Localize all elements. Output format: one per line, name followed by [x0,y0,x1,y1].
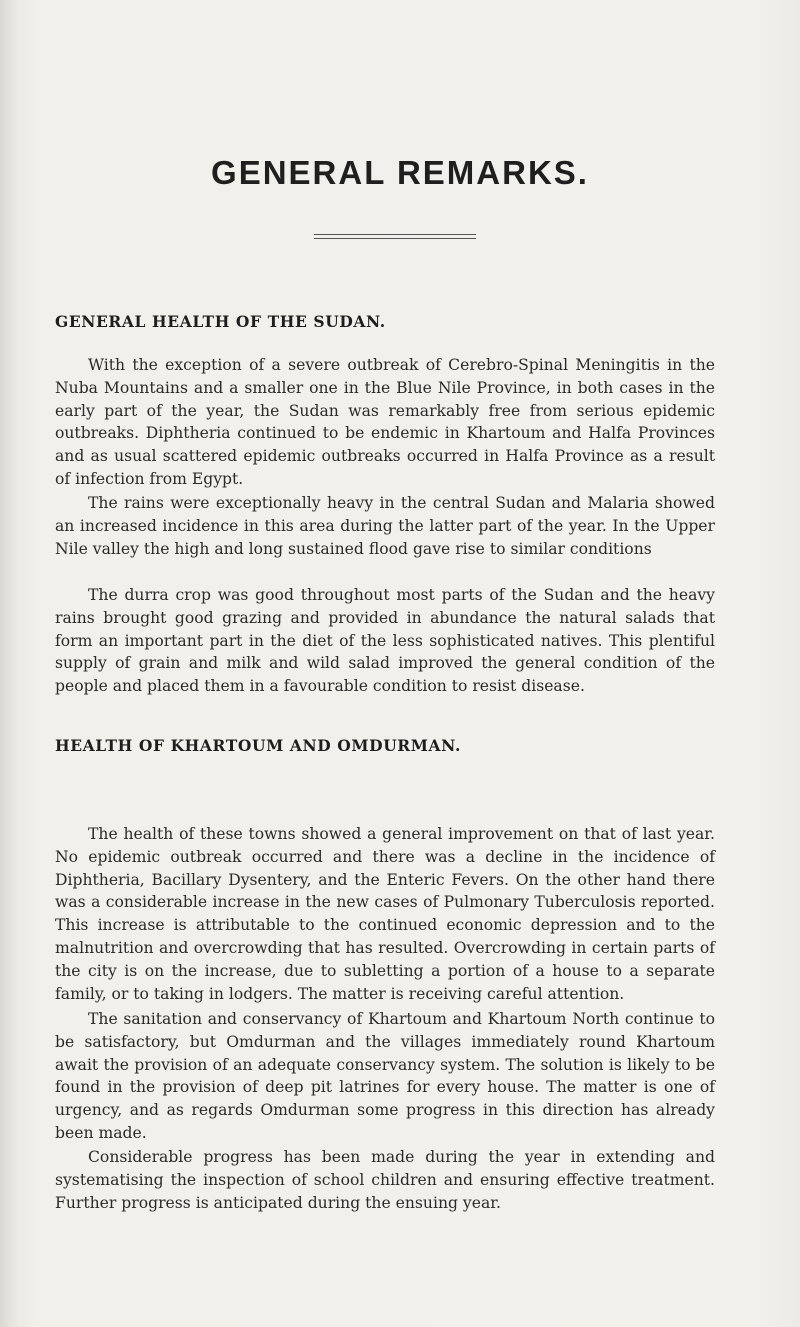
page-title: GENERAL REMARKS. [211,154,589,191]
paragraph-school-inspection: Considerable progress has been made during the year in extending and systematising the inspection of school children and ensuring effective treatment. Further progress is anticipated during the ensuing year. [55,1148,715,1212]
title-rule-lower [314,238,476,239]
paragraph-sanitation: The sanitation and conservancy of Khartoum and Khartoum North continue to be satisfactory, but Omdurman and the villages immediately round Khartoum await the provision of an adequate conservancy system. The solution is likely to be found in the provision of deep pit latrines for every house. The matter is one of urgency, and as regards Omdurman some progress in this direction has already been made. [55,1010,715,1142]
section-heading-general-health: GENERAL HEALTH OF THE SUDAN. [55,312,386,331]
paragraph-durra-crop: The durra crop was good throughout most parts of the Sudan and the heavy rains brought good grazing and provided in abundance the natural salads that form an important part in the diet of the less sophisticated natives. This plentiful supply of grain and milk and wild salad improved the general condition of the people and placed them in a favourable condition to resist disease. [55,586,715,696]
paragraph-rains-malaria: The rains were exceptionally heavy in the central Sudan and Malaria showed an increased incidence in this area during the latter part of the year. In the Upper Nile valley the high and long sustained flood gave rise to similar conditions [55,494,715,558]
paragraph-town-health: The health of these towns showed a general improvement on that of last year. No epidemic outbreak occurred and there was a decline in the incidence of Diphtheria, Bacillary Dysentery, and the Enteric Fevers. On the other hand there was a considerable increase in the new cases of Pulmonary Tuberculosis reported. This increase is attributable to the continued economic depression and to the malnutrition and overcrowding that has resulted. Overcrowding in certain parts of the city is on the increase, due to subletting a portion of a house to a separate family, or to taking in lodgers. The matter is receiving careful attention. [55,825,715,1003]
title-rule-upper [314,234,476,235]
section-heading-khartoum-omdurman: HEALTH OF KHARTOUM AND OMDURMAN. [55,736,461,755]
paragraph-meningitis: With the exception of a severe outbreak of Cerebro-Spinal Meningitis in the Nuba Mountains and a smaller one in the Blue Nile Province, in both cases in the early part of the year, the Sudan was remarkably free from serious epidemic outbreaks. Diphtheria continued to be endemic in Khartoum and Halfa Provinces and as usual scattered epidemic outbreaks occurred in Halfa Province as a result of infection from Egypt. [55,356,715,488]
